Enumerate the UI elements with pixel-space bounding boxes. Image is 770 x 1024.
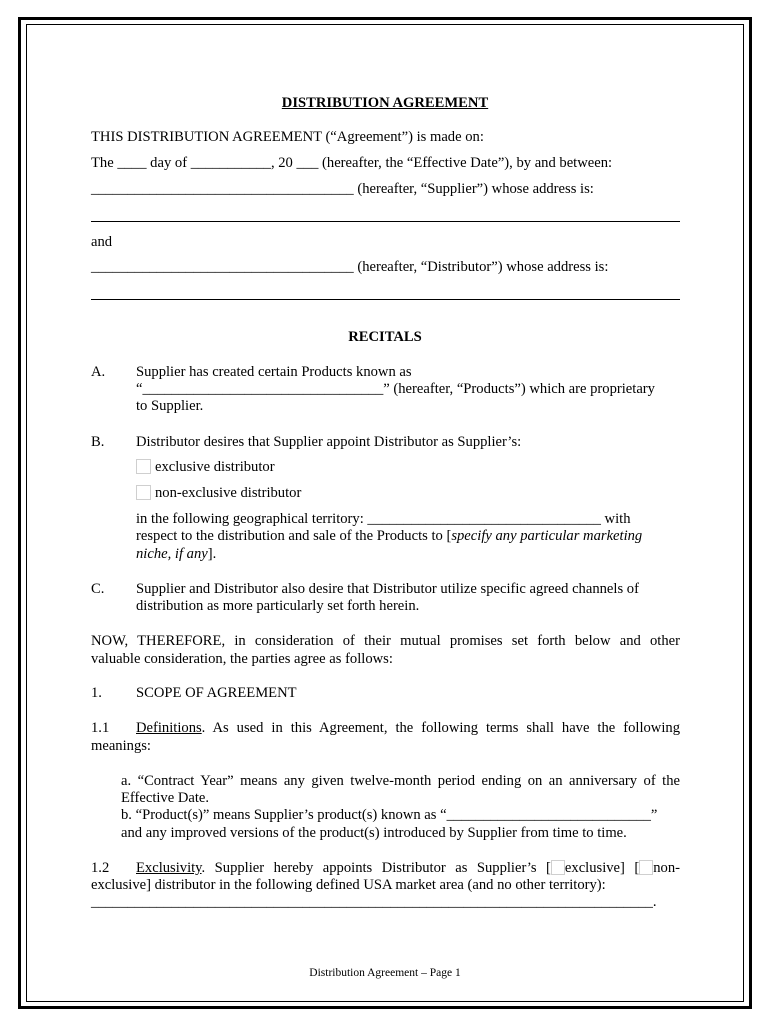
s12-non-exclusive-checkbox[interactable] <box>639 860 653 875</box>
s11-line2: meanings: <box>91 738 151 754</box>
def-b-line2: and any improved versions of the product(s) introduced by Supplier from time to time. <box>121 825 627 841</box>
now-therefore-line1: NOW, THEREFORE, in consideration of their mutual promises set forth below and other <box>91 633 680 649</box>
territory-line3-end: ]. <box>207 546 217 562</box>
s12-exclusive-checkbox[interactable] <box>551 860 565 875</box>
distributor-line[interactable]: ____________________________________ (hereafter, “Distributor”) whose address is: <box>91 259 609 275</box>
now-therefore-line2: valuable consideration, the parties agree as follows: <box>91 651 393 667</box>
recital-a-line2[interactable]: “_________________________________” (hereafter, “Products”) which are proprietary <box>136 381 655 397</box>
exclusive-option-label: exclusive distributor <box>155 459 275 475</box>
non-exclusive-checkbox[interactable] <box>136 485 151 500</box>
exclusive-checkbox[interactable] <box>136 459 151 474</box>
non-exclusive-option <box>136 485 301 502</box>
s12-number: 1.2 <box>91 860 110 876</box>
def-a-line2: Effective Date. <box>121 790 210 806</box>
territory-line3-italic: niche, if any <box>136 546 208 562</box>
s11-term: Definitions <box>136 720 202 736</box>
territory-line3 <box>136 546 216 563</box>
section1-number: 1. <box>91 685 102 701</box>
s12-line2: exclusive] distributor in the following defined USA market area (and no other territory): <box>91 877 606 893</box>
s12-term: Exclusivity <box>136 860 202 876</box>
recital-c-line1: Supplier and Distributor also desire that Distributor utilize specific agreed channels of <box>136 581 639 597</box>
s12-text-wrap <box>136 860 680 877</box>
def-a-line1: a. “Contract Year” means any given twelve-month period ending on an anniversary of the <box>121 773 680 789</box>
date-line[interactable]: The ____ day of ___________, 20 ___ (hereafter, the “Effective Date”), by and between: <box>91 155 613 171</box>
supplier-line[interactable]: ____________________________________ (hereafter, “Supplier”) whose address is: <box>91 181 594 197</box>
s11-line1 <box>91 720 680 737</box>
recital-a-letter: A. <box>91 364 106 380</box>
s12-line1 <box>91 860 680 877</box>
territory-line2-text: respect to the distribution and sale of the Products to [ <box>136 528 452 544</box>
section1-heading: SCOPE OF AGREEMENT <box>136 685 297 701</box>
recitals-heading: RECITALS <box>348 329 422 345</box>
supplier-address-line[interactable] <box>91 221 680 222</box>
recital-c-line2: distribution as more particularly set forth herein. <box>136 598 420 614</box>
non-exclusive-option-label: non-exclusive distributor <box>155 485 302 501</box>
s12-text-a: . Supplier hereby appoints Distributor as Supplier’s [ <box>201 860 551 876</box>
page-footer: Distribution Agreement – Page 1 <box>309 967 461 979</box>
s12-line3[interactable]: _____________________________________________________________________________. <box>91 894 657 910</box>
intro-line: THIS DISTRIBUTION AGREEMENT (“Agreement”) is made on: <box>91 129 484 145</box>
recital-c-letter: C. <box>91 581 105 597</box>
recital-a-line1: Supplier has created certain Products known as <box>136 364 412 380</box>
exclusive-option <box>136 459 275 476</box>
s11-text: . As used in this Agreement, the following terms shall have the following <box>201 720 680 736</box>
territory-line2 <box>136 528 642 545</box>
recital-b-text: Distributor desires that Supplier appoint Distributor as Supplier’s: <box>136 434 522 450</box>
s11-number: 1.1 <box>91 720 110 736</box>
s12-text-c: non- <box>653 860 680 876</box>
document-title: DISTRIBUTION AGREEMENT <box>281 95 489 111</box>
and-text: and <box>91 234 113 250</box>
s11-text-wrap <box>136 720 680 737</box>
recital-b-letter: B. <box>91 434 105 450</box>
def-b-line1[interactable]: b. “Product(s)” means Supplier’s product(s) known as “____________________________” <box>121 807 658 823</box>
territory-line2-italic: specify any particular marketing <box>451 528 643 544</box>
distributor-address-line[interactable] <box>91 299 680 300</box>
s12-text-b: exclusive] [ <box>564 860 640 876</box>
territory-line[interactable]: in the following geographical territory: ________________________________ with <box>136 511 631 527</box>
recital-a-line3: to Supplier. <box>136 398 204 414</box>
